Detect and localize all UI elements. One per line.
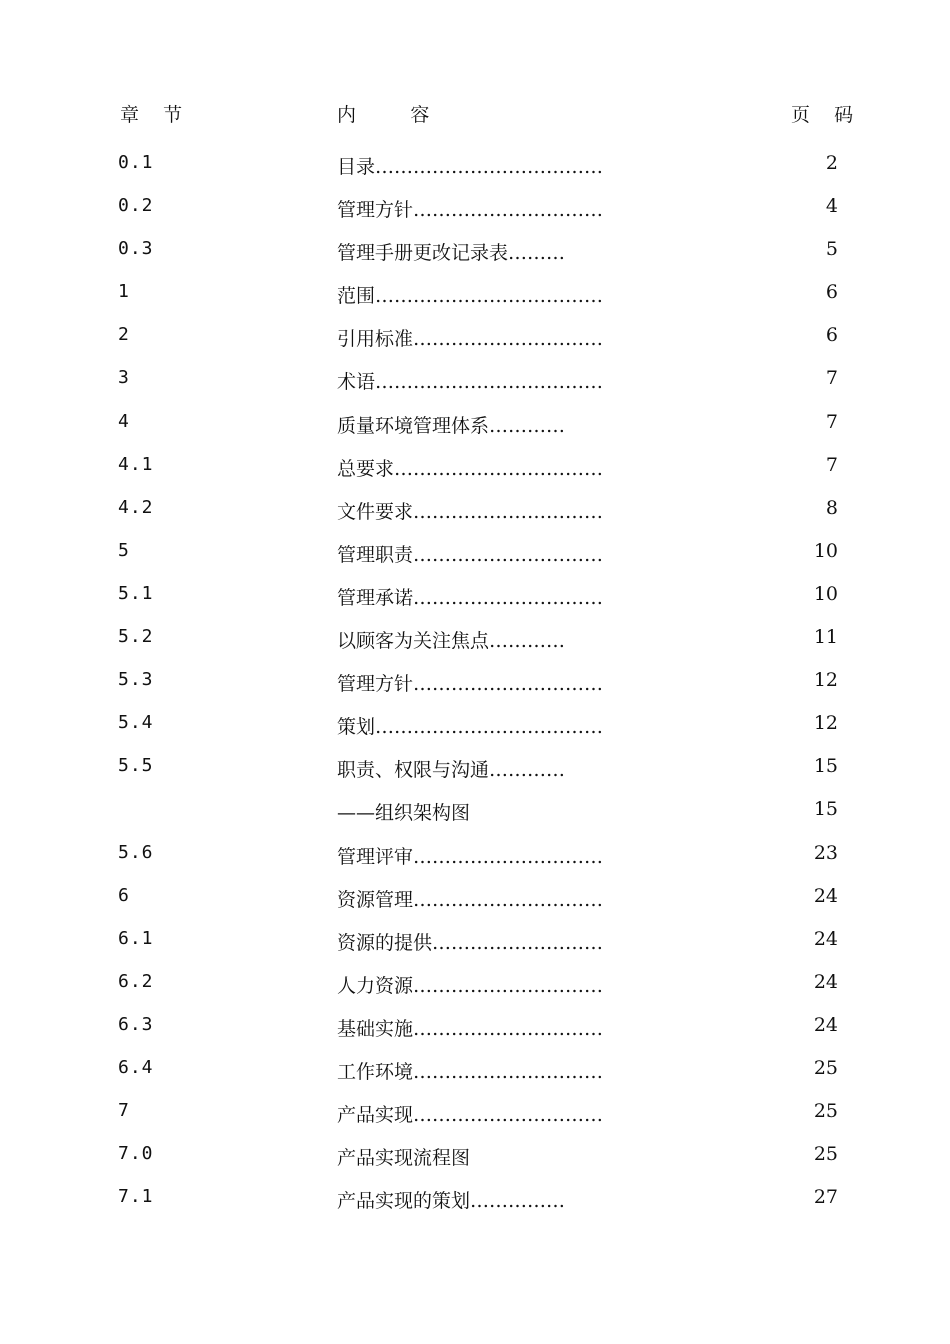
toc-page-number: 4 [825, 195, 838, 218]
toc-page-number: 15 [813, 798, 838, 821]
toc-title: 产品实现………………………… [337, 1104, 604, 1127]
toc-title: 职责、权限与沟通………… [337, 759, 566, 782]
toc-page-number: 25 [813, 1143, 838, 1166]
toc-chapter-number: 5.5 [118, 755, 154, 777]
toc-title: 产品实现流程图 [337, 1147, 471, 1170]
toc-chapter-number: 7.0 [118, 1143, 154, 1165]
toc-entry [0, 193, 950, 236]
toc-title: 管理承诺………………………… [337, 586, 604, 609]
toc-entry [0, 840, 950, 883]
toc-page-number: 27 [813, 1186, 838, 1209]
toc-page-number: 25 [813, 1056, 838, 1079]
toc-page-number: 6 [825, 324, 838, 347]
header-chapter: 章 节 [120, 104, 183, 126]
header-page: 页 码 [791, 104, 854, 126]
toc-chapter-number: 0.2 [118, 195, 154, 217]
toc-chapter-number: 4.2 [118, 496, 154, 518]
toc-title: 总要求…………………………… [337, 457, 604, 480]
toc-entry [0, 236, 950, 279]
toc-page-number: 24 [813, 970, 838, 993]
toc-entry [0, 753, 950, 796]
toc-chapter-number: 0.3 [118, 238, 154, 260]
toc-page-number: 12 [813, 712, 838, 735]
toc-title: 管理方针………………………… [337, 199, 604, 222]
toc-page-number: 15 [813, 755, 838, 778]
toc-title: 术语……………………………… [337, 371, 604, 394]
toc-chapter-number: 4.1 [118, 453, 154, 475]
toc-title: 策划……………………………… [337, 716, 604, 739]
toc-chapter-number: 6.2 [118, 970, 154, 992]
toc-page-number: 10 [813, 582, 838, 605]
toc-entry [0, 150, 950, 193]
toc-title: 人力资源………………………… [337, 974, 604, 997]
toc-entry [0, 322, 950, 365]
toc-header [0, 100, 950, 126]
toc-page-number: 7 [825, 453, 838, 476]
toc-entry [0, 1141, 950, 1184]
toc-entry [0, 926, 950, 969]
toc-page-number: 25 [813, 1100, 838, 1123]
toc-chapter-number: 2 [118, 324, 130, 346]
toc-entry [0, 409, 950, 452]
toc-page-number: 2 [825, 152, 838, 174]
toc-title: 范围……………………………… [337, 285, 604, 308]
toc-title: 管理评审………………………… [337, 845, 604, 868]
toc-entry [0, 495, 950, 538]
toc-entry [0, 279, 950, 322]
toc-title: 以顾客为关注焦点………… [337, 630, 566, 653]
toc-chapter-number: 5.6 [118, 841, 154, 863]
toc-title: 工作环境………………………… [337, 1060, 604, 1083]
toc-entry [0, 667, 950, 710]
toc-entry [0, 1184, 950, 1227]
toc-entry [0, 538, 950, 581]
toc-entry [0, 581, 950, 624]
toc-page-number: 8 [825, 496, 838, 519]
toc-title: 资源管理………………………… [337, 888, 604, 911]
toc-entry [0, 452, 950, 495]
toc-entry [0, 624, 950, 667]
toc-entry [0, 365, 950, 408]
toc-chapter-number: 6.3 [118, 1013, 154, 1035]
toc-title: 基础实施………………………… [337, 1017, 604, 1040]
toc-title: 文件要求………………………… [337, 500, 604, 523]
toc-page-number: 11 [813, 626, 838, 649]
toc-chapter-number: 7.1 [118, 1186, 154, 1208]
toc-chapter-number: 6.4 [118, 1056, 154, 1078]
toc-entry [0, 969, 950, 1012]
toc-list [0, 150, 950, 1227]
toc-page-number: 7 [825, 410, 838, 433]
toc-title: 目录……………………………… [337, 156, 604, 178]
toc-title: 质量环境管理体系………… [337, 414, 566, 437]
toc-page-number: 12 [813, 669, 838, 692]
toc-entry [0, 796, 950, 839]
toc-chapter-number: 7 [118, 1100, 130, 1122]
toc-entry [0, 883, 950, 926]
toc-page-number: 23 [813, 841, 838, 864]
toc-chapter-number: 5.1 [118, 582, 154, 604]
toc-title: 管理职责………………………… [337, 543, 604, 566]
toc-title: 引用标准………………………… [337, 328, 604, 351]
header-content: 内 容 [337, 104, 430, 126]
toc-chapter-number: 5 [118, 539, 130, 561]
toc-title: ——组织架构图 [337, 802, 471, 825]
toc-page-number: 10 [813, 539, 838, 562]
toc-title: 产品实现的策划…………… [337, 1190, 566, 1213]
toc-page-number: 24 [813, 1013, 838, 1036]
toc-page-number: 24 [813, 884, 838, 907]
toc-chapter-number: 3 [118, 367, 130, 389]
toc-chapter-number: 5.4 [118, 712, 154, 734]
toc-page-number: 7 [825, 367, 838, 390]
toc-chapter-number: 4 [118, 410, 130, 432]
toc-title: 资源的提供……………………… [337, 931, 604, 954]
toc-page-number: 5 [825, 238, 838, 261]
toc-chapter-number: 0.1 [118, 152, 154, 173]
toc-chapter-number: 5.3 [118, 669, 154, 691]
toc-entry [0, 1055, 950, 1098]
toc-chapter-number: 5.2 [118, 626, 154, 648]
toc-title: 管理方针………………………… [337, 673, 604, 696]
toc-entry [0, 710, 950, 753]
toc-entry [0, 1098, 950, 1141]
toc-entry [0, 1012, 950, 1055]
toc-chapter-number: 6.1 [118, 927, 154, 949]
toc-chapter-number: 1 [118, 281, 130, 303]
toc-page-number: 24 [813, 927, 838, 950]
toc-title: 管理手册更改记录表……… [337, 242, 566, 265]
toc-chapter-number: 6 [118, 884, 130, 906]
toc-page-number: 6 [825, 281, 838, 304]
